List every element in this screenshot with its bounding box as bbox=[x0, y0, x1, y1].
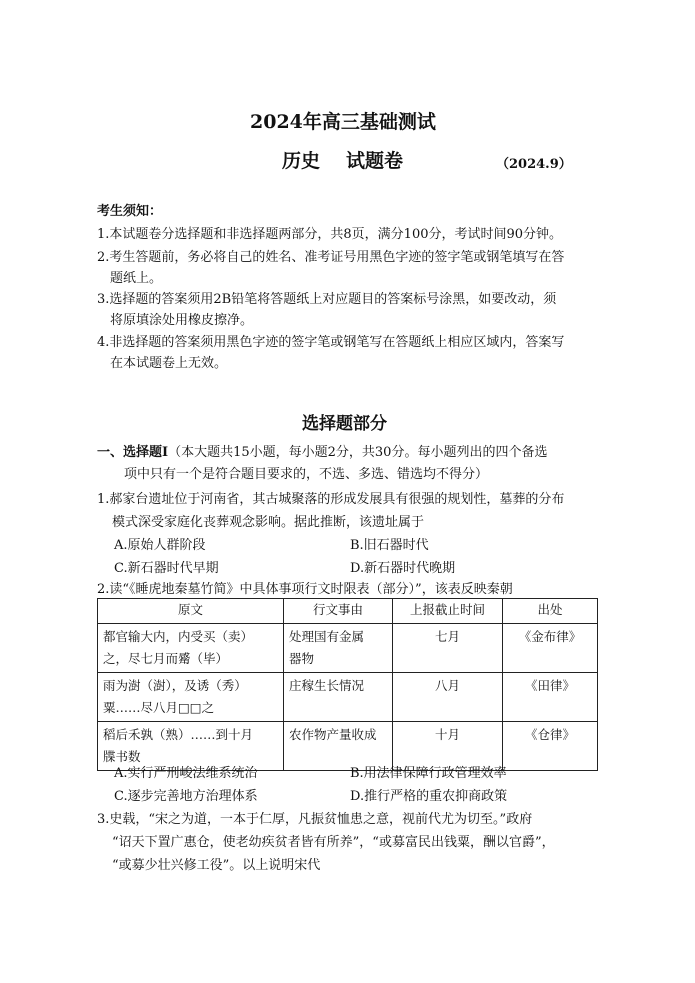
cell-time: 七月 bbox=[393, 624, 503, 673]
q2-stem: 2.读“《睡虎地秦墓竹简》中具体事项行文时限表（部分）”，该表反映秦朝 bbox=[97, 582, 513, 597]
table-row bbox=[98, 673, 598, 722]
notice-item-cont: 将原填涂处用橡皮擦净。 bbox=[110, 313, 254, 328]
table-header-row bbox=[98, 599, 598, 624]
cell-source: 《田律》 bbox=[503, 673, 598, 722]
subject-label: 历史 bbox=[282, 150, 321, 172]
exam-date: （2024.9） bbox=[496, 157, 572, 172]
cell-source: 《金布律》 bbox=[503, 624, 598, 673]
notice-item-cont: 题纸上。 bbox=[110, 271, 163, 286]
q3-stem-cont: “诏天下置广惠仓，使老幼疾贫者皆有所养”，“或募富民出钱粟，酬以官爵”， bbox=[112, 835, 555, 850]
q3-stem-cont: “或募少壮兴修工役”。以上说明宋代 bbox=[112, 858, 321, 873]
notice-item: 1.本试题卷分选择题和非选择题两部分，共8页，满分100分，考试时间90分钟。 bbox=[97, 227, 563, 242]
cell-reason: 庄稼生长情况 bbox=[284, 673, 393, 722]
notice-item: 3.选择题的答案须用2B铅笔将答题纸上对应题目的答案标号涂黑，如要改动，须 bbox=[97, 292, 557, 307]
cell-text: 都官输大内，内受买（卖） 之，尽七月而觱（毕） bbox=[98, 624, 284, 673]
q1-option-d: D.新石器时代晚期 bbox=[350, 561, 456, 576]
col-header: 出处 bbox=[503, 599, 598, 624]
col-header: 上报截止时间 bbox=[393, 599, 503, 624]
notice-item: 4.非选择题的答案须用黑色字迹的签字笔或钢笔写在答题纸上相应区域内，答案写 bbox=[97, 335, 565, 350]
q1-option-b: B.旧石器时代 bbox=[350, 538, 429, 553]
q2-option-d: D.推行严格的重农抑商政策 bbox=[350, 789, 508, 804]
q2-option-c: C.逐步完善地方治理体系 bbox=[114, 789, 258, 804]
notice-item: 2.考生答题前，务必将自己的姓名、准考证号用黑色字迹的签字笔或钢笔填写在答 bbox=[97, 250, 565, 265]
paper-label: 试题卷 bbox=[346, 150, 404, 172]
section-intro-text: （本大题共15小题，每小题2分，共30分。每小题列出的四个备选 bbox=[168, 445, 548, 460]
q2-option-b: B.用法律保障行政管理效率 bbox=[350, 766, 507, 781]
cell-reason: 农作物产量收成 bbox=[284, 722, 393, 771]
notice-heading: 考生须知： bbox=[97, 204, 163, 219]
cell-time: 十月 bbox=[393, 722, 503, 771]
q1-option-a: A.原始人群阶段 bbox=[114, 538, 206, 553]
q2-option-a: A.实行严刑峻法维系统治 bbox=[114, 766, 258, 781]
q3-stem: 3.史载，“宋之为道，一本于仁厚，凡振贫恤患之意，视前代尤为切至。”政府 bbox=[97, 812, 533, 827]
section-intro bbox=[97, 441, 547, 464]
table-row bbox=[98, 624, 598, 673]
cell-text: 雨为澍（澍），及诱（秀） 粟……尽八月□□之 bbox=[98, 673, 284, 722]
q2-table bbox=[97, 598, 598, 771]
cell-text: 稻后禾孰（熟）……到十月 牒书数 bbox=[98, 722, 284, 771]
cell-source: 《仓律》 bbox=[503, 722, 598, 771]
notice-item-cont: 在本试题卷上无效。 bbox=[110, 356, 228, 371]
col-header: 原文 bbox=[98, 599, 284, 624]
section-intro-cont: 项中只有一个是符合题目要求的，不选、多选、错选均不得分） bbox=[124, 467, 489, 482]
section-intro-label: 一、选择题Ⅰ bbox=[97, 445, 169, 460]
q1-stem: 1.郝家台遗址位于河南省，其古城聚落的形成发展具有很强的规划性，墓葬的分布 bbox=[97, 492, 565, 507]
q1-option-c: C.新石器时代早期 bbox=[114, 561, 219, 576]
cell-reason: 处理国有金属 器物 bbox=[284, 624, 393, 673]
col-header: 行文事由 bbox=[284, 599, 393, 624]
q1-stem-cont: 模式深受家庭化丧葬观念影响。据此推断，该遗址属于 bbox=[112, 515, 425, 530]
cell-time: 八月 bbox=[393, 673, 503, 722]
page-title: 2024年高三基础测试 bbox=[250, 111, 436, 133]
section-title: 选择题部分 bbox=[302, 414, 387, 434]
